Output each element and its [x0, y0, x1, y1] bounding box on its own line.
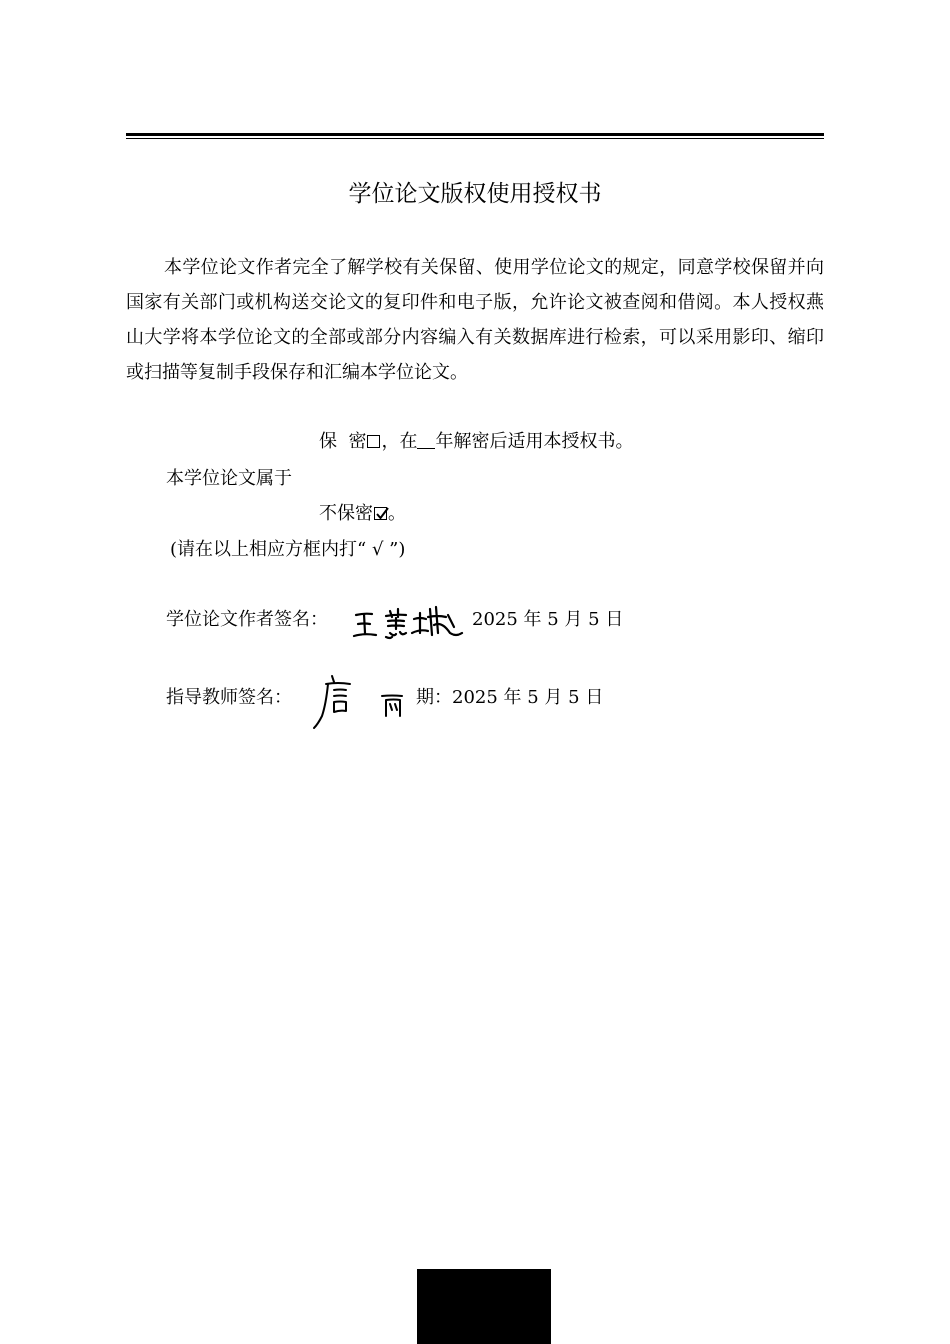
not-confidential-line — [319, 502, 406, 526]
footer-black-block — [417, 1269, 551, 1344]
advisor-date: 2025 年 5 月 5 日 — [452, 687, 604, 708]
not-confidential-label: 不保密 — [319, 503, 373, 524]
advisor-handwritten-signature — [310, 672, 410, 736]
author-handwritten-signature — [350, 603, 470, 647]
authorization-paragraph: 本学位论文作者完全了解学校有关保留、使用学位论文的规定，同意学校保留并向国家有关部门或机构送交论文的复印件和电子版，允许论文被查阅和借阅。本人授权燕山大学将本学位论文的全部或部分内容编入有关数据库进行检索，可以采用影印、缩印或扫描等复制手段保存和汇编本学位论文。 — [126, 257, 824, 383]
not-confidential-checkbox-checked-icon[interactable] — [374, 507, 387, 520]
top-rule-thin — [126, 138, 824, 139]
confidential-tail-text: 年解密后适用本授权书。 — [435, 431, 634, 452]
advisor-signature-label: 指导教师签名： — [166, 687, 292, 708]
author-date: 2025 年 5 月 5 日 — [472, 609, 624, 630]
belongs-label: 本学位论文属于 — [166, 468, 292, 489]
confidential-line — [319, 430, 633, 454]
confidential-mid-text: ，在 — [381, 431, 418, 452]
years-blank-field[interactable] — [417, 432, 435, 449]
checkbox-hint: (请在以上相应方框内打“ √ ”) — [170, 539, 406, 560]
page-title: 学位论文版权使用授权书 — [348, 181, 602, 207]
top-double-rule — [126, 133, 824, 139]
confidential-label: 保 密 — [319, 431, 367, 452]
confidential-checkbox-empty-icon[interactable] — [367, 435, 380, 448]
advisor-date-line — [416, 686, 603, 710]
author-signature-label: 学位论文作者签名： — [166, 609, 328, 630]
advisor-date-label: 期： — [416, 687, 452, 708]
top-rule-thick — [126, 133, 824, 136]
not-confidential-tail: 。 — [388, 503, 406, 524]
